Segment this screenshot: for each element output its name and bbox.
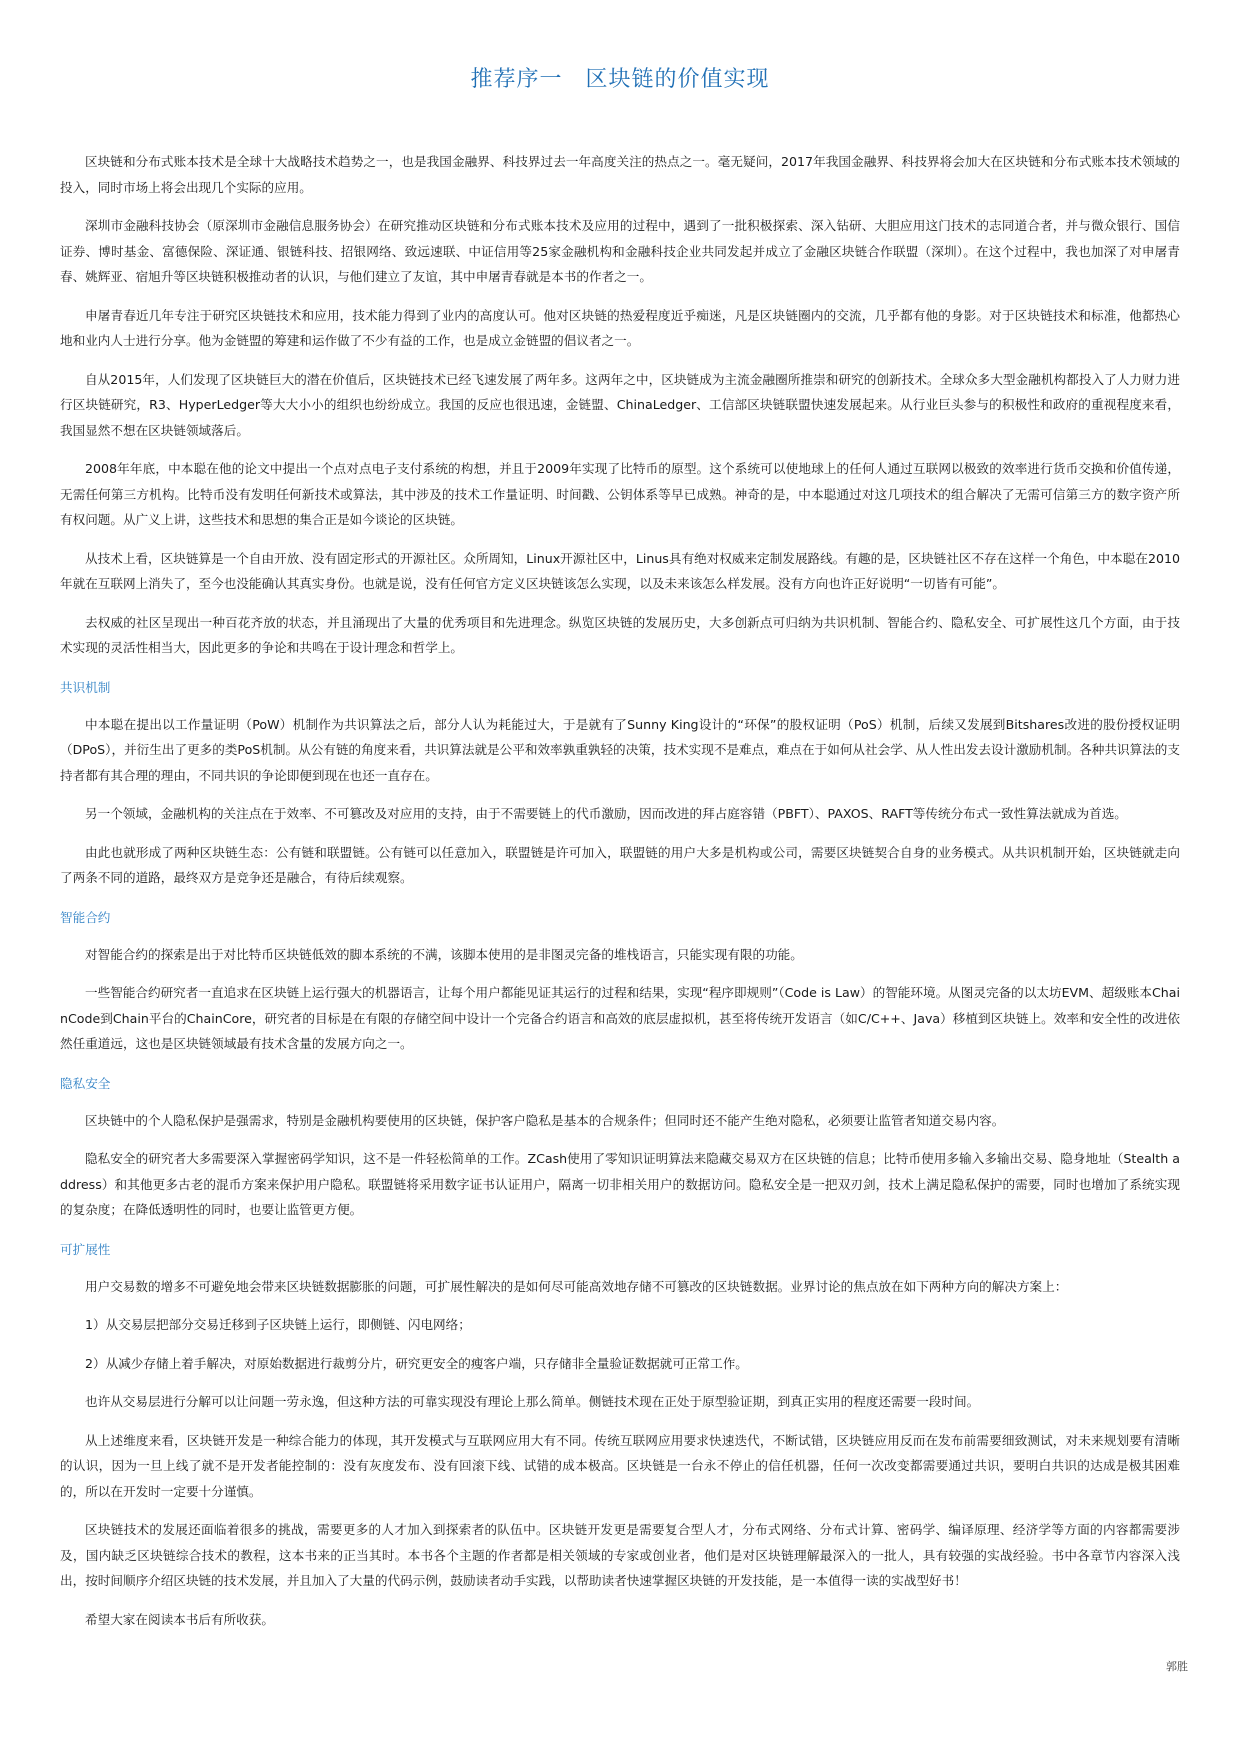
paragraph: 2008年年底，中本聪在他的论文中提出一个点对点电子支付系统的构想，并且于2009年实现了比特币的原型。这个系统可以使地球上的任何人通过互联网以极致的效率进行货币交换和价值传递，无需任何第三方机构。比特币没有发明任何新技术或算法，其中涉及的技术工作量证明、时间戳、公钥体系等早已成熟。神奇的是，中本聪通过对这几项技术的组合解决了无需可信第三方的数字资产所有权问题。从广义上讲，这些技术和思想的集合正是如今谈论的区块链。 [60,461,1180,527]
paragraph: 区块链和分布式账本技术是全球十大战略技术趋势之一，也是我国金融界、科技界过去一年高度关注的热点之一。毫无疑问，2017年我国金融界、科技界将会加大在区块链和分布式账本技术领域的投入，同时市场上将会出现几个实际的应用。 [60,154,1180,195]
document-page [60,0,1180,1645]
section-heading: 隐私安全 [60,1075,111,1091]
paragraph: 自从2015年，人们发现了区块链巨大的潜在价值后，区块链技术已经飞速发展了两年多。这两年之中，区块链成为主流金融圈所推崇和研究的创新技术。全球众多大型金融机构都投入了人力财力进行区块链研究，R3、HyperLedger等大大小小的组织也纷纷成立。我国的反应也很迅速，金链盟、ChinaLedger、工信部区块链联盟快速发展起来。从行业巨头参与的积极性和政府的重视程度来看，我国显然不想在区块链领域落后。 [60,371,1180,438]
author-signature: 郭胜 [1166,1660,1188,1673]
paragraph: 用户交易数的增多不可避免地会带来区块链数据膨胀的问题，可扩展性解决的是如何尽可能高效地存储不可篡改的区块链数据。业界讨论的焦点放在如下两种方向的解决方案上： [85,1278,1068,1294]
paragraph: 一些智能合约研究者一直追求在区块链上运行强大的机器语言，让每个用户都能见证其运行的过程和结果，实现“程序即规则”（Code is Law）的智能环境。从图灵完备的以太坊EVM、超级账本ChainCode到Chain平台的ChainCore，研究者的目标是在有限的存储空间中设计一个完备合约语言和高效的底层虚拟机，甚至将传统开发语言（如C/C++、Java）移植到区块链上。效率和安全性的改进依然任重道远，这也是区块链领域最有技术含量的发展方向之一。 [60,985,1180,1051]
paragraph: 由此也就形成了两种区块链生态：公有链和联盟链。公有链可以任意加入，联盟链是许可加入，联盟链的用户大多是机构或公司，需要区块链契合自身的业务模式。从共识机制开始，区块链就走向了两条不同的道路，最终双方是竞争还是融合，有待后续观察。 [60,844,1180,885]
paragraph: 区块链中的个人隐私保护是强需求，特别是金融机构要使用的区块链，保护客户隐私是基本的合规条件；但同时还不能产生绝对隐私，必须要让监管者知道交易内容。 [85,1112,1005,1128]
paragraph: 另一个领域，金融机构的关注点在于效率、不可篡改及对应用的支持，由于不需要链上的代币激励，因而改进的拜占庭容错（PBFT）、PAXOS、RAFT等传统分布式一致性算法就成为首选。 [85,806,1127,821]
section-heading: 智能合约 [60,909,111,925]
section-heading: 可扩展性 [60,1241,111,1257]
paragraph: 对智能合约的探索是出于对比特币区块链低效的脚本系统的不满，该脚本使用的是非图灵完备的堆栈语言，只能实现有限的功能。 [85,946,803,962]
paragraph: 区块链技术的发展还面临着很多的挑战，需要更多的人才加入到探索者的队伍中。区块链开发更是需要复合型人才，分布式网络、分布式计算、密码学、编译原理、经济学等方面的内容都需要涉及，国内缺乏区块链综合技术的教程，这本书来的正当其时。本书各个主题的作者都是相关领域的专家或创业者，他们是对区块链理解最深入的一批人，具有较强的实战经验。书中各章节内容深入浅出，按时间顺序介绍区块链的技术发展，并且加入了大量的代码示例，鼓励读者动手实践，以帮助读者快速掌握区块链的开发技能，是一本值得一读的实战型好书！ [60,1522,1180,1588]
paragraph: 深圳市金融科技协会（原深圳市金融信息服务协会）在研究推动区块链和分布式账本技术及应用的过程中，遇到了一批积极探索、深入钻研、大胆应用这门技术的志同道合者，并与微众银行、国信证券、博时基金、富德保险、深证通、银链科技、招银网络、致远速联、中证信用等25家金融机构和金融科技企业共同发起并成立了金融区块链合作联盟（深圳）。在这个过程中，我也加深了对申屠青春、姚辉亚、宿旭升等区块链积极推动者的认识，与他们建立了友谊，其中申屠青春就是本书的作者之一。 [60,218,1180,284]
paragraph: 隐私安全的研究者大多需要深入掌握密码学知识，这不是一件轻松简单的工作。ZCash使用了零知识证明算法来隐藏交易双方在区块链的信息；比特币使用多输入多输出交易、隐身地址（Stealth address）和其他更多古老的混币方案来保护用户隐私。联盟链将采用数字证书认证用户，隔离一切非相关用户的数据访问。隐私安全是一把双刃剑，技术上满足隐私保护的需要，同时也增加了系统实现的复杂度；在降低透明性的同时，也要让监管更方便。 [60,1151,1180,1217]
paragraph: 中本聪在提出以工作量证明（PoW）机制作为共识算法之后，部分人认为耗能过大，于是就有了Sunny King设计的“环保”的股权证明（PoS）机制，后续又发展到Bitshares改进的股份授权证明（DPoS），并衍生出了更多的类PoS机制。从公有链的角度来看，共识算法就是公平和效率孰重孰轻的决策，技术实现不是难点，难点在于如何从社会学、从人性出发去设计激励机制。各种共识算法的支持者都有其合理的理由，不同共识的争论即便到现在也还一直存在。 [60,716,1180,783]
section-heading: 共识机制 [60,679,111,695]
paragraph: 从技术上看，区块链算是一个自由开放、没有固定形式的开源社区。众所周知，Linux开源社区中，Linus具有绝对权威来定制发展路线。有趣的是，区块链社区不存在这样一个角色，中本聪在2010年就在互联网上消失了，至今也没能确认其真实身份。也就是说，没有任何官方定义区块链该怎么实现，以及未来该怎么样发展。没有方向也许正好说明“一切皆有可能”。 [60,550,1180,591]
paragraph: 也许从交易层进行分解可以让问题一劳永逸，但这种方法的可靠实现没有理论上那么简单。侧链技术现在正处于原型验证期，到真正实用的程度还需要一段时间。 [85,1394,980,1409]
page-title: 推荐序一 区块链的价值实现 [470,67,770,92]
paragraph: 去权威的社区呈现出一种百花齐放的状态，并且涌现出了大量的优秀项目和先进理念。纵览区块链的发展历史，大多创新点可归纳为共识机制、智能合约、隐私安全、可扩展性这几个方面，由于技术实现的灵活性相当大，因此更多的争论和共鸣在于设计理念和哲学上。 [60,614,1180,655]
paragraph: 1）从交易层把部分交易迁移到子区块链上运行，即侧链、闪电网络； [85,1317,471,1332]
paragraph: 希望大家在阅读本书后有所收获。 [85,1611,274,1627]
paragraph: 2）从减少存储上着手解决，对原始数据进行裁剪分片，研究更安全的瘦客户端，只存储非全量验证数据就可正常工作。 [85,1355,748,1371]
paragraph: 申屠青春近几年专注于研究区块链技术和应用，技术能力得到了业内的高度认可。他对区块链的热爱程度近乎痴迷，凡是区块链圈内的交流，几乎都有他的身影。对于区块链技术和标准，他都热心地和业内人士进行分享。他为金链盟的筹建和运作做了不少有益的工作，也是成立金链盟的倡议者之一。 [60,307,1180,348]
paragraph: 从上述维度来看，区块链开发是一种综合能力的体现，其开发模式与互联网应用大有不同。传统互联网应用要求快速迭代，不断试错，区块链应用反而在发布前需要细致测试，对未来规划要有清晰的认识，因为一旦上线了就不是开发者能控制的：没有灰度发布、没有回滚下线、试错的成本极高。区块链是一台永不停止的信任机器，任何一次改变都需要通过共识，要明白共识的达成是极其困难的，所以在开发时一定要十分谨慎。 [60,1432,1180,1499]
document-body [60,149,1180,1632]
